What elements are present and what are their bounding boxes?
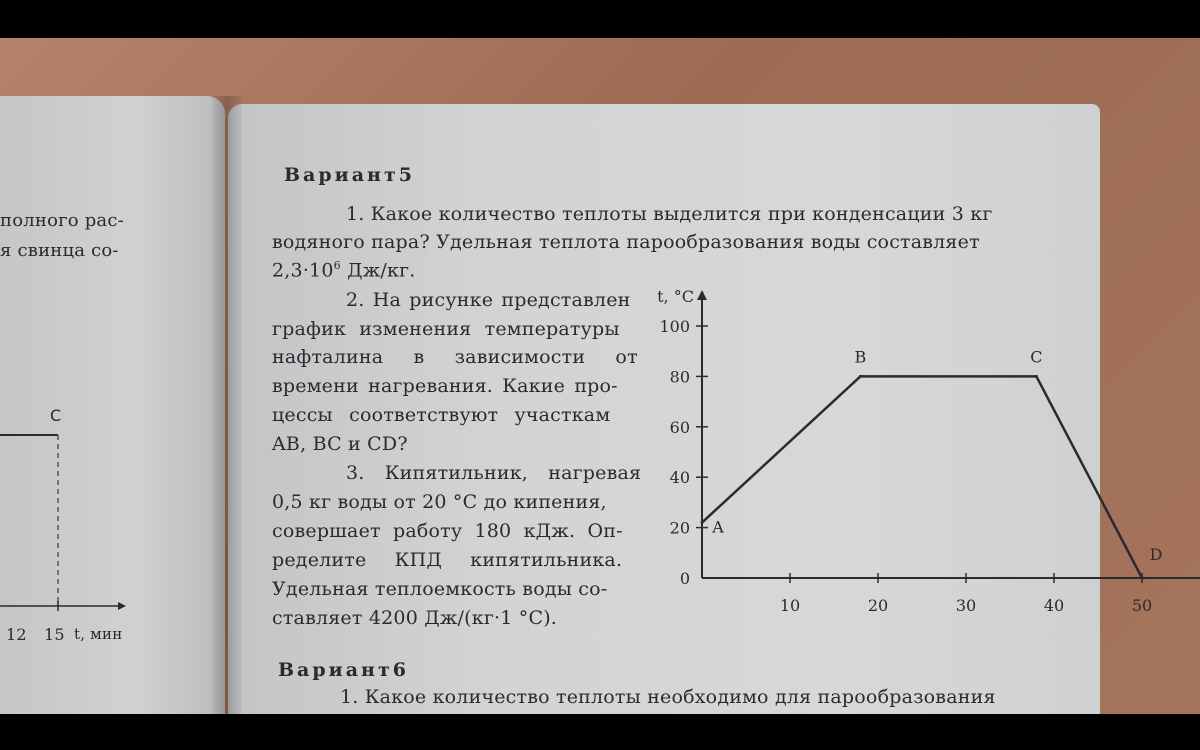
data-point: [1141, 577, 1144, 580]
task3-line-3: совершает работу 180 кДж. Оп-: [272, 520, 623, 542]
task2-line-1: 2. На рисунке представлен: [346, 289, 631, 311]
left-page-line-1: полного рас-: [0, 210, 124, 231]
left-graph-tick-12: 12: [6, 625, 27, 644]
task1-value: 2,3·10: [272, 259, 334, 282]
point-label-a: A: [712, 517, 724, 537]
data-point: [1035, 375, 1038, 378]
x-tick-label: 50: [1131, 596, 1153, 615]
y-tick-label: 100: [659, 317, 690, 336]
left-graph-tick-15: 15: [44, 625, 65, 644]
left-page-line-2: я свинца со-: [0, 240, 119, 261]
point-label-b: B: [854, 347, 867, 367]
x-tick-label: 10: [779, 596, 801, 615]
point-label-c: C: [1030, 347, 1043, 367]
task3-line-4: ределите КПД кипятильника.: [272, 549, 623, 571]
variant-5-heading: Вариант5: [284, 164, 415, 186]
x-tick-label: 20: [867, 596, 889, 615]
task1-unit: Дж/кг.: [347, 259, 416, 282]
letterbox-bottom: [0, 714, 1200, 750]
task3-line-1: 3. Кипятильник, нагревая: [346, 462, 642, 484]
task3-line-6: ставляет 4200 Дж/(кг·1 °С).: [272, 607, 558, 629]
task2-line-2: график изменения температуры: [272, 318, 620, 340]
y-tick-label: 0: [679, 569, 690, 588]
variant6-task1-line-1: 1. Какое количество теплоты необходимо для парообразования: [340, 686, 996, 708]
task2-line-4: времени нагревания. Какие про-: [272, 375, 618, 397]
data-point: [701, 521, 704, 524]
x-tick-label: 40: [1043, 596, 1065, 615]
y-tick-label: 20: [669, 518, 690, 538]
point-label-d: D: [1149, 545, 1163, 564]
temperature-time-graph: [640, 268, 1163, 618]
y-tick-label: 80: [669, 367, 690, 387]
y-axis-arrow: [697, 290, 707, 300]
data-point: [859, 375, 862, 378]
task1-line-1: 1. Какое количество теплоты выделится при конденсации 3 кг: [346, 203, 993, 225]
task1-line-3: [272, 259, 416, 281]
book-gutter: [212, 96, 242, 714]
task2-line-3: нафталина в зависимости от: [272, 346, 638, 368]
left-graph-label-c: C: [50, 406, 62, 425]
variant-6-heading: Вариант6: [278, 659, 409, 681]
left-graph-axis-label: t, мин: [74, 625, 123, 643]
task2-line-5: цессы соответствуют участкам: [272, 404, 611, 426]
task1-exponent: 6: [333, 259, 341, 272]
y-tick-label: 40: [669, 468, 690, 488]
task3-line-5: Удельная теплоемкость воды со-: [272, 578, 608, 600]
x-tick-label: 30: [955, 596, 977, 615]
task1-line-2: водяного пара? Удельная теплота парообразования воды составляет: [272, 231, 980, 253]
y-axis-label: t, °C: [657, 287, 694, 306]
y-tick-label: 60: [669, 417, 690, 437]
left-page-graph-fragment: [0, 400, 130, 650]
task2-line-6: AB, BC и CD?: [272, 433, 408, 455]
task3-line-2: 0,5 кг воды от 20 °С до кипения,: [272, 491, 607, 513]
